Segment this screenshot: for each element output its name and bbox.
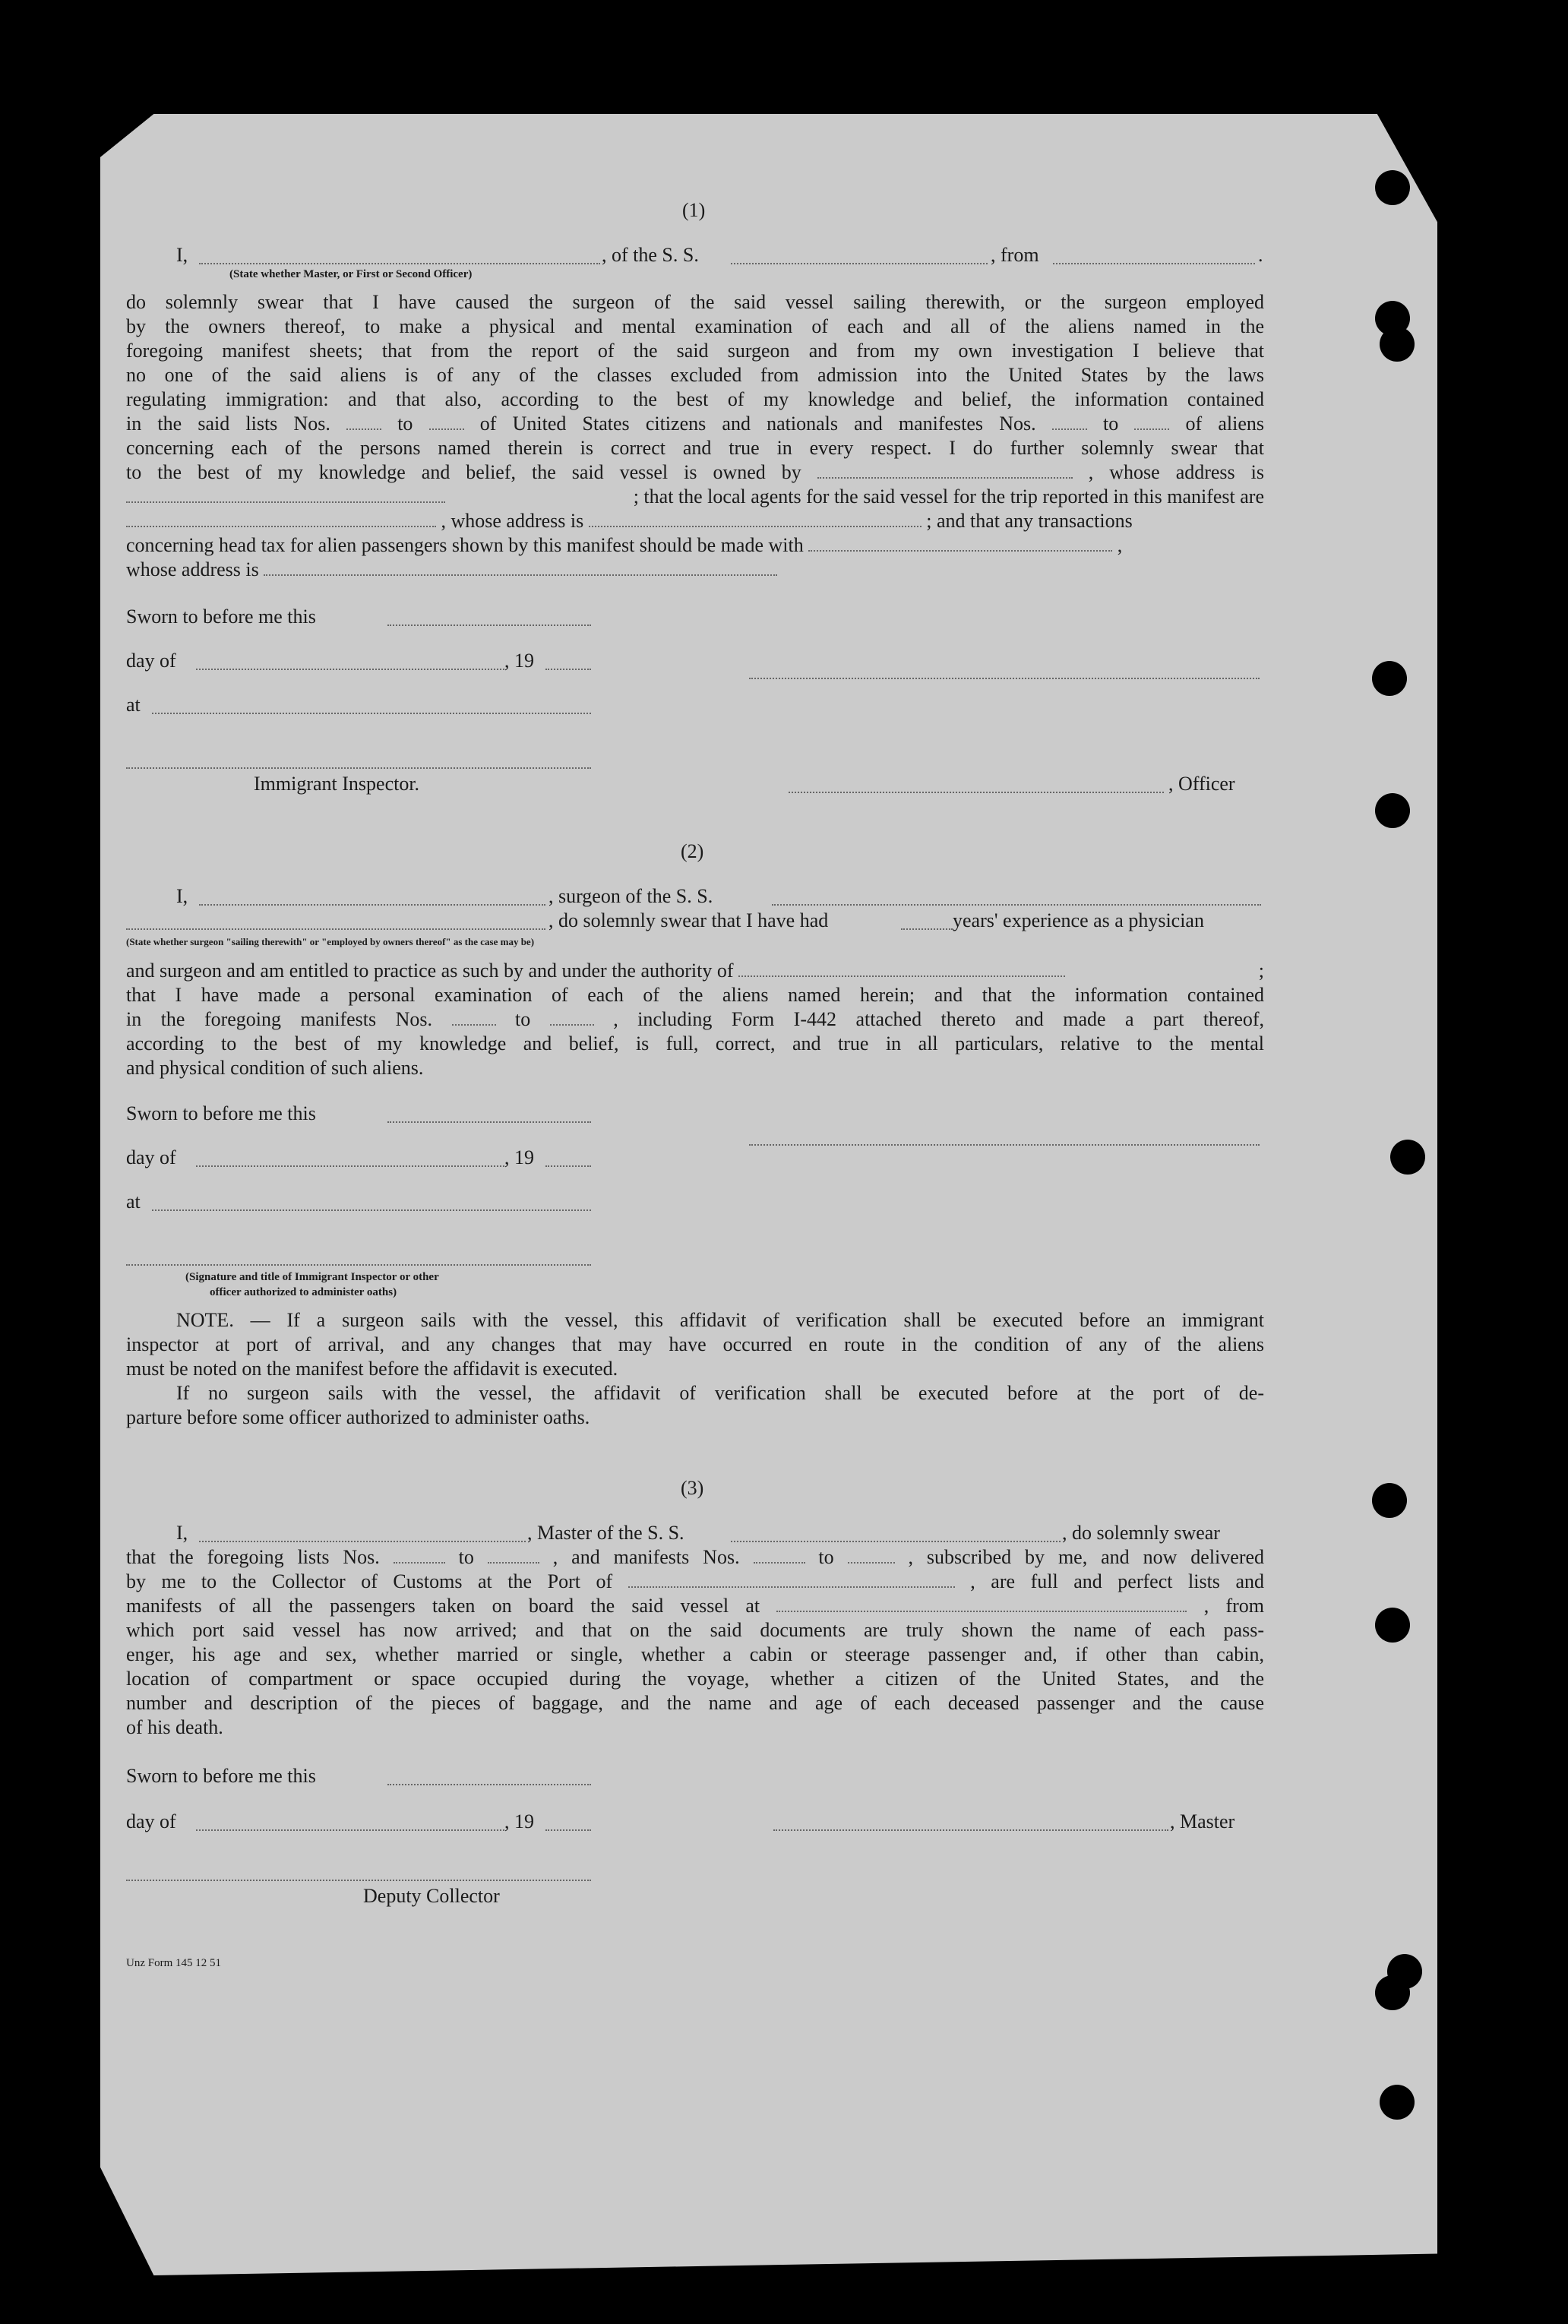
s3-master-signature-line[interactable] — [773, 1829, 1168, 1831]
s3-line: location of compartment or space occupied during the voyage, whether a citizen of the United States, and the — [126, 1668, 1264, 1690]
s2-sworn-label: Sworn to before me this — [126, 1102, 316, 1124]
s1-line: foregoing manifest sheets; that from the report of the said surgeon and from my own investigation I believe that — [126, 340, 1264, 362]
s3-line: of his death. — [126, 1716, 223, 1738]
s2-years-label: years' experience as a physician — [953, 909, 1204, 931]
s1-text: concerning head tax for alien passengers shown by this manifest should be made with — [126, 534, 804, 556]
s1-text: ; and that any transactions — [926, 510, 1133, 532]
local-agents-field[interactable] — [126, 509, 436, 527]
s1-line — [126, 460, 1264, 485]
punch-hole — [1372, 1483, 1407, 1518]
s3-text: to — [458, 1546, 474, 1568]
surgeon-name-field[interactable] — [199, 904, 545, 906]
s1-dayof-label: day of — [126, 650, 176, 672]
s2-month-field[interactable] — [196, 1165, 504, 1167]
s2-vessel-field[interactable] — [772, 904, 1261, 906]
s2-line: that I have made a personal examination of each of the aliens named herein; and that the information contained — [126, 984, 1264, 1006]
section-2-number: (2) — [681, 840, 704, 862]
s3-i-label: I, — [176, 1522, 188, 1544]
s1-line: by the owners thereof, to make a physical and mental examination of each and all of the aliens named in the — [126, 315, 1264, 337]
s3-year-label: , 19 — [504, 1810, 534, 1832]
s3-paragraph — [126, 1545, 1264, 1740]
s1-end-period: . — [1258, 244, 1263, 266]
s3-month-field[interactable] — [196, 1829, 504, 1831]
s2-line — [126, 959, 1264, 983]
s2-line: and physical condition of such aliens. — [126, 1057, 424, 1079]
s2-text: and surgeon and am entitled to practice as such by and under the authority of — [126, 960, 734, 982]
s1-line — [126, 558, 1264, 582]
s1-line — [126, 533, 1264, 558]
section-3-number: (3) — [681, 1477, 704, 1499]
s2-line — [126, 1007, 1264, 1032]
s1-text: whose address is — [126, 558, 259, 580]
s1-text: of aliens — [1185, 413, 1265, 435]
s3-text: , subscribed by me, and now delivered — [908, 1546, 1265, 1568]
s3-manifests-from-field[interactable] — [754, 1545, 805, 1564]
s2-text: in the foregoing manifests Nos. — [126, 1008, 433, 1030]
s1-line: regulating immigration: and that also, according to the best of my knowledge and belief, the information contained — [126, 388, 1264, 410]
s1-line — [126, 485, 1264, 509]
s1-text: to the best of my knowledge and belief, the said vessel is owned by — [126, 461, 801, 483]
s2-surgeon-label: , surgeon of the S. S. — [548, 885, 713, 907]
section-1-number: (1) — [682, 199, 706, 221]
s2-line: according to the best of my knowledge and belief, is full, correct, and true in all particulars, relative to the mental — [126, 1032, 1264, 1054]
s1-from-label: , from — [991, 244, 1039, 266]
s2-sworn-date-field[interactable] — [387, 1121, 591, 1123]
s3-lists-to-field[interactable] — [488, 1545, 539, 1564]
s2-signature-line[interactable] — [749, 1144, 1260, 1146]
manifests-from-field[interactable] — [1052, 412, 1087, 430]
s3-line — [126, 1570, 1264, 1594]
s2-text: ; — [1258, 960, 1264, 982]
s2-dayof-label: day of — [126, 1146, 176, 1168]
s3-text: , and manifests Nos. — [552, 1546, 740, 1568]
s2-year-field[interactable] — [545, 1165, 591, 1167]
s1-inspector-label: Immigrant Inspector. — [254, 773, 420, 795]
s1-sworn-label: Sworn to before me this — [126, 606, 316, 628]
s1-line — [126, 509, 1264, 533]
s3-boarding-port-field[interactable] — [776, 1594, 1187, 1612]
punch-hole — [1380, 2085, 1415, 2120]
s1-line: do solemnly swear that I have caused the surgeon of the said vessel sailing therewith, or the surgeon employed — [126, 291, 1264, 313]
punch-hole — [1375, 1975, 1410, 2010]
punch-hole — [1375, 170, 1410, 205]
s3-text: by me to the Collector of Customs at the Port of — [126, 1570, 613, 1592]
s1-at-label: at — [126, 694, 141, 716]
s1-text: , — [1117, 534, 1123, 556]
s2-surgeon-note: (State whether surgeon "sailing therewith" or "employed by owners thereof" as the case may be) — [126, 936, 535, 947]
s3-line — [126, 1545, 1264, 1570]
s2-inspector-signature-line[interactable] — [126, 1264, 591, 1266]
authority-field[interactable] — [738, 959, 1065, 977]
master-name-field[interactable] — [199, 263, 600, 264]
s2-paragraph — [126, 959, 1264, 1080]
s1-officer-note: (State whether Master, or First or Second Officer) — [229, 268, 473, 280]
s3-text: to — [818, 1546, 834, 1568]
s1-month-field[interactable] — [196, 669, 504, 670]
owner-address-field[interactable] — [126, 485, 445, 503]
s3-line: enger, his age and sex, whether married or single, whether a cabin or steerage passenger and, if other than cabin, — [126, 1643, 1264, 1665]
s3-line: number and description of the pieces of baggage, and the name and age of each deceased passenger and the cause — [126, 1692, 1264, 1714]
s3-master-sign-label: , Master — [1170, 1810, 1235, 1832]
s1-year-label: , 19 — [504, 650, 534, 672]
note-line: NOTE. — If a surgeon sails with the vessel, this affidavit of verification shall be executed before an immigrant — [176, 1309, 1264, 1331]
s1-at-field[interactable] — [152, 713, 591, 714]
head-tax-address-field[interactable] — [264, 558, 777, 576]
punch-hole — [1375, 1608, 1410, 1643]
s3-master-label: , Master of the S. S. — [527, 1522, 684, 1544]
s1-sworn-date-field[interactable] — [387, 624, 591, 626]
manifests-to-field[interactable] — [1134, 412, 1169, 430]
s3-text: manifests of all the passengers taken on board the said vessel at — [126, 1595, 760, 1617]
s3-text: that the foregoing lists Nos. — [126, 1546, 380, 1568]
s3-swear-label: , do solemnly swear — [1062, 1522, 1220, 1544]
s1-inspector-signature-line[interactable] — [126, 767, 591, 769]
s3-sworn-date-field[interactable] — [387, 1784, 591, 1785]
s2-i-label: I, — [176, 885, 188, 907]
s3-master-name-field[interactable] — [199, 1541, 526, 1542]
s1-text: , whose address is — [441, 510, 584, 532]
s1-text: , whose address is — [1088, 461, 1265, 483]
s3-vessel-field[interactable] — [731, 1541, 1061, 1542]
vessel-name-field[interactable] — [731, 263, 988, 264]
s2-at-label: at — [126, 1190, 141, 1213]
s3-year-field[interactable] — [545, 1829, 591, 1831]
s1-officer-label: , Officer — [1168, 773, 1235, 795]
s1-text: in the said lists Nos. — [126, 413, 330, 435]
s3-text: , from — [1203, 1595, 1265, 1617]
s1-year-field[interactable] — [545, 669, 591, 670]
s3-line — [126, 1594, 1264, 1618]
owner-field[interactable] — [817, 460, 1073, 479]
s1-i-label: I, — [176, 244, 188, 266]
s1-text: ; that the local agents for the said vessel for the trip reported in this manifest are — [633, 485, 1264, 507]
punch-hole — [1380, 327, 1415, 362]
punch-hole — [1372, 661, 1407, 696]
s1-line: concerning each of the persons named therein is correct and true in every respect. I do further solemnly swear that — [126, 437, 1264, 459]
note-line: If no surgeon sails with the vessel, the affidavit of verification shall be executed before at the port of de- — [176, 1382, 1264, 1404]
s2-manifest-from-field[interactable] — [452, 1007, 496, 1026]
s3-line: which port said vessel has now arrived; and that on the said documents are truly shown the name of each pass- — [126, 1619, 1264, 1641]
s1-signature-line[interactable] — [749, 678, 1260, 679]
from-port-field[interactable] — [1053, 263, 1255, 264]
s1-paragraph — [126, 290, 1264, 582]
punch-hole — [1375, 793, 1410, 828]
form-number: Unz Form 145 12 51 — [126, 1957, 221, 1969]
note-block — [126, 1308, 1264, 1430]
s2-text: , including Form I-442 attached thereto and made a part thereof, — [613, 1008, 1265, 1030]
s3-port-field[interactable] — [628, 1570, 955, 1588]
s2-swear-label: , do solemnly swear that I have had — [548, 909, 829, 931]
s3-sworn-label: Sworn to before me this — [126, 1765, 316, 1787]
agents-address-field[interactable] — [589, 509, 922, 527]
s2-signature-note-1: (Signature and title of Immigrant Inspector or other — [185, 1271, 439, 1283]
head-tax-field[interactable] — [808, 533, 1112, 552]
s1-text: to — [397, 413, 413, 435]
s1-text: of United States citizens and nationals and manifestes Nos. — [479, 413, 1036, 435]
s2-signature-note-2: officer authorized to administer oaths) — [210, 1286, 397, 1298]
note-line: must be noted on the manifest before the affidavit is executed. — [126, 1358, 618, 1380]
s1-of-ss-label: , of the S. S. — [602, 244, 699, 266]
s2-at-field[interactable] — [152, 1209, 591, 1211]
s1-line: no one of the said aliens is of any of the classes excluded from admission into the United States by the laws — [126, 364, 1264, 386]
years-experience-field[interactable] — [901, 928, 953, 930]
s3-collector-label: Deputy Collector — [363, 1885, 500, 1907]
punch-hole — [1390, 1140, 1425, 1175]
s3-text: , are full and perfect lists and — [970, 1570, 1265, 1592]
lists-from-field[interactable] — [346, 412, 381, 430]
s1-line — [126, 412, 1264, 436]
s3-lists-from-field[interactable] — [394, 1545, 445, 1564]
surgeon-status-field[interactable] — [126, 928, 545, 930]
s2-text: to — [514, 1008, 531, 1030]
s1-text: to — [1102, 413, 1119, 435]
s3-collector-signature-line[interactable] — [126, 1880, 591, 1881]
s2-year-label: , 19 — [504, 1146, 534, 1168]
s1-officer-field[interactable] — [789, 792, 1164, 793]
lists-to-field[interactable] — [429, 412, 464, 430]
note-line: parture before some officer authorized to administer oaths. — [126, 1406, 590, 1428]
s3-dayof-label: day of — [126, 1810, 176, 1832]
s3-manifests-to-field[interactable] — [848, 1545, 895, 1564]
s2-manifest-to-field[interactable] — [550, 1007, 594, 1026]
note-line: inspector at port of arrival, and any changes that may have occurred en route in the condition of any of the aliens — [126, 1333, 1264, 1355]
